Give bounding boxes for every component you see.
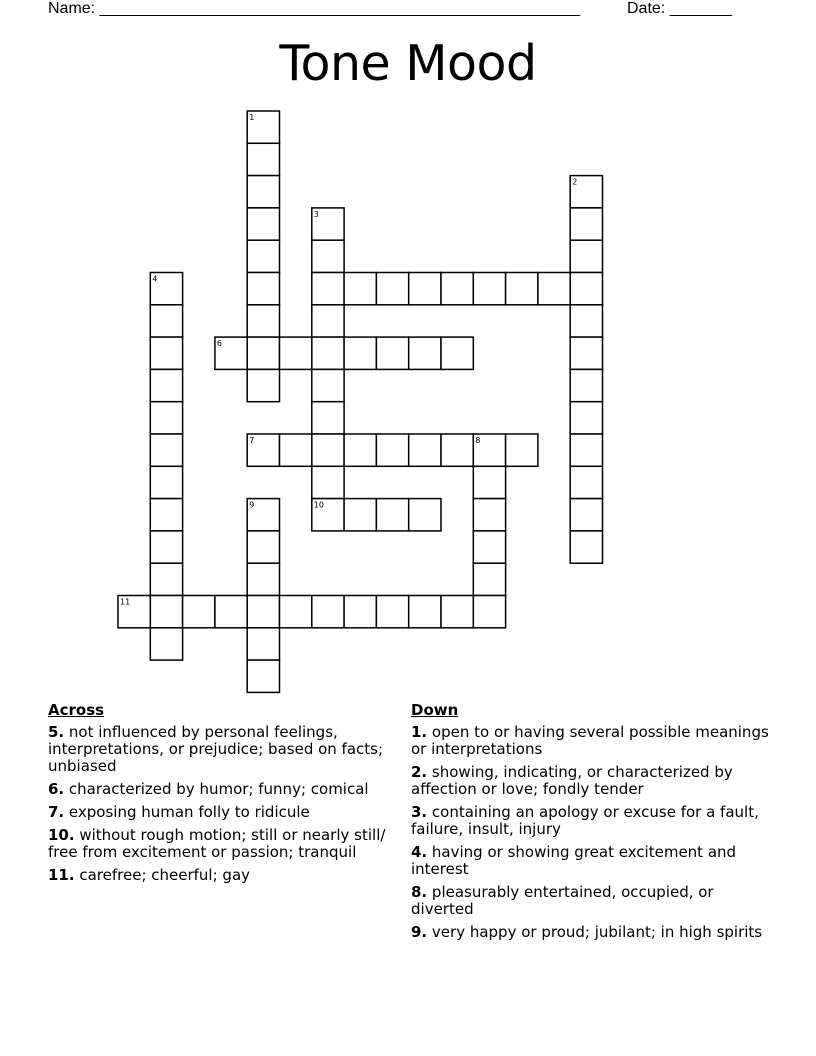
header: [48, 0, 748, 18]
cell-number: 9: [249, 500, 255, 510]
grid-cell[interactable]: [150, 563, 182, 595]
cell-number: 1: [249, 113, 255, 122]
grid-cell[interactable]: [150, 466, 182, 498]
grid-cell[interactable]: [150, 273, 182, 305]
grid-cell[interactable]: [441, 434, 473, 466]
grid-cell[interactable]: [312, 434, 344, 466]
cell-number: 2: [572, 177, 578, 187]
grid-cell[interactable]: [409, 434, 441, 466]
clue-number: 8.: [411, 883, 428, 901]
down-heading: Down: [411, 701, 459, 719]
grid-cell[interactable]: [247, 143, 279, 175]
puzzle-title: Tone Mood: [279, 35, 537, 92]
clue-text: having or showing great excitement and interest: [411, 843, 737, 878]
grid-cell[interactable]: [538, 273, 570, 305]
down-clue-list: [411, 724, 771, 941]
grid-cell[interactable]: [570, 305, 602, 337]
grid-cell[interactable]: [118, 596, 150, 628]
clue-number: 11.: [48, 866, 75, 884]
grid-cell[interactable]: [150, 305, 182, 337]
grid-cell[interactable]: [473, 596, 505, 628]
cell-number: 8: [475, 436, 481, 445]
grid-cell[interactable]: [570, 434, 602, 466]
grid-cell[interactable]: [312, 240, 344, 272]
down-clues: [411, 700, 771, 947]
grid-cell[interactable]: [247, 563, 279, 595]
down-clue: [411, 844, 771, 878]
grid-cell[interactable]: [570, 208, 602, 240]
cell-number: 7: [249, 436, 255, 445]
grid-cell[interactable]: [312, 305, 344, 337]
name-line[interactable]: Name: ______________________________________________________: [48, 0, 581, 17]
clue-number: 7.: [48, 803, 65, 821]
grid-cell[interactable]: [312, 499, 344, 531]
grid-cell[interactable]: [312, 596, 344, 628]
grid-cell[interactable]: [312, 402, 344, 434]
clue-text: exposing human folly to ridicule: [68, 803, 310, 821]
down-clue: [411, 804, 771, 838]
clue-text: pleasurably entertained, occupied, or diverted: [411, 883, 714, 918]
grid-cell[interactable]: [247, 208, 279, 240]
grid-cell[interactable]: [150, 434, 182, 466]
grid-cell[interactable]: [150, 596, 182, 628]
clue-text: showing, indicating, or characterized by affection or love; fondly tender: [411, 763, 733, 798]
clue-text: carefree; cheerful; gay: [79, 866, 251, 884]
clue-number: 10.: [48, 826, 75, 844]
grid-cell[interactable]: [247, 499, 279, 531]
clue-number: 2.: [411, 763, 428, 781]
grid-cell[interactable]: [376, 499, 408, 531]
clue-number: 9.: [411, 923, 428, 941]
grid-cell[interactable]: [150, 369, 182, 401]
clue-number: 6.: [48, 780, 65, 798]
across-clue: [48, 781, 410, 798]
grid-cell[interactable]: [215, 337, 247, 369]
cell-number: 10: [313, 500, 324, 510]
grid-cell[interactable]: [247, 337, 279, 369]
grid-cell[interactable]: [344, 337, 376, 369]
grid-cell[interactable]: [280, 596, 312, 628]
clue-text: very happy or proud; jubilant; in high spirits: [431, 923, 763, 941]
grid-cell[interactable]: [247, 176, 279, 208]
clue-text: containing an apology or excuse for a fault, failure, insult, injury: [411, 803, 759, 838]
grid-cell[interactable]: [570, 369, 602, 401]
grid-cell[interactable]: [247, 628, 279, 660]
grid-cell[interactable]: [247, 531, 279, 563]
grid-cell[interactable]: [312, 466, 344, 498]
grid-cell[interactable]: [280, 337, 312, 369]
grid-cell[interactable]: [150, 499, 182, 531]
grid-cell[interactable]: [473, 563, 505, 595]
grid-cell[interactable]: [376, 337, 408, 369]
grid-cell[interactable]: [247, 111, 279, 143]
grid-cell[interactable]: [473, 273, 505, 305]
across-clues: [48, 700, 410, 890]
clue-text: open to or having several possible meanings or interpretations: [411, 723, 769, 758]
grid-cell[interactable]: [409, 273, 441, 305]
grid-cell[interactable]: [570, 499, 602, 531]
grid-cell[interactable]: [247, 240, 279, 272]
clue-number: 4.: [411, 843, 428, 861]
cell-number: 3: [313, 209, 319, 219]
across-clue: [48, 724, 410, 775]
grid-cell[interactable]: [441, 273, 473, 305]
grid-cell[interactable]: [280, 434, 312, 466]
clue-number: 3.: [411, 803, 428, 821]
grid-cell[interactable]: [570, 402, 602, 434]
across-clue: [48, 867, 410, 884]
cell-number: 4: [152, 274, 158, 284]
grid-cell[interactable]: [344, 499, 376, 531]
grid-cell[interactable]: [344, 273, 376, 305]
grid-cell[interactable]: [247, 434, 279, 466]
grid-cell[interactable]: [150, 628, 182, 660]
grid-cell[interactable]: [376, 273, 408, 305]
across-clue-list: [48, 724, 410, 884]
grid-cell[interactable]: [506, 434, 538, 466]
down-clue: [411, 724, 771, 758]
grid-cell[interactable]: [247, 369, 279, 401]
grid-cell[interactable]: [247, 273, 279, 305]
grid-cell[interactable]: [473, 434, 505, 466]
grid-cell[interactable]: [247, 596, 279, 628]
date-line[interactable]: Date: _______: [627, 0, 732, 17]
grid-cell[interactable]: [506, 273, 538, 305]
grid-cell[interactable]: [376, 596, 408, 628]
grid-cell[interactable]: [247, 305, 279, 337]
grid-cell[interactable]: [570, 531, 602, 563]
across-heading: Across: [48, 701, 105, 719]
grid-cell[interactable]: [312, 273, 344, 305]
grid-cell[interactable]: [409, 337, 441, 369]
across-clue: [48, 827, 410, 861]
grid-cell[interactable]: [150, 531, 182, 563]
grid-cell[interactable]: [312, 369, 344, 401]
cell-number: 11: [120, 597, 131, 607]
grid-cell[interactable]: [376, 434, 408, 466]
clue-number: 1.: [411, 723, 428, 741]
down-clue: [411, 924, 771, 941]
grid-cell[interactable]: [409, 596, 441, 628]
grid-cell[interactable]: [183, 596, 215, 628]
grid-cell[interactable]: [570, 176, 602, 208]
grid-cell[interactable]: [441, 596, 473, 628]
grid-cell[interactable]: [473, 466, 505, 498]
grid-cell[interactable]: [570, 466, 602, 498]
grid-cell[interactable]: [215, 596, 247, 628]
grid-cell[interactable]: [344, 434, 376, 466]
grid-cell[interactable]: [441, 337, 473, 369]
down-clue: [411, 884, 771, 918]
grid-cell[interactable]: [409, 499, 441, 531]
clue-text: without rough motion; still or nearly still/ free from excitement or passion; tranquil: [48, 826, 386, 861]
grid-cell[interactable]: [473, 499, 505, 531]
grid-cell[interactable]: [473, 531, 505, 563]
grid-cell[interactable]: [150, 402, 182, 434]
grid-cell[interactable]: [570, 273, 602, 305]
down-clue: [411, 764, 771, 798]
clue-text: not influenced by personal feelings, interpretations, or prejudice; based on facts; unbiased: [48, 723, 384, 775]
clue-text: characterized by humor; funny; comical: [68, 780, 369, 798]
grid-cell[interactable]: [312, 337, 344, 369]
grid-cell[interactable]: [247, 660, 279, 692]
grid-cell[interactable]: [150, 337, 182, 369]
grid-cell[interactable]: [570, 240, 602, 272]
grid-cell[interactable]: [312, 208, 344, 240]
across-clue: [48, 804, 410, 821]
cell-number: 6: [216, 339, 222, 349]
grid-cell[interactable]: [344, 596, 376, 628]
clue-number: 5.: [48, 723, 65, 741]
grid-cell[interactable]: [570, 337, 602, 369]
